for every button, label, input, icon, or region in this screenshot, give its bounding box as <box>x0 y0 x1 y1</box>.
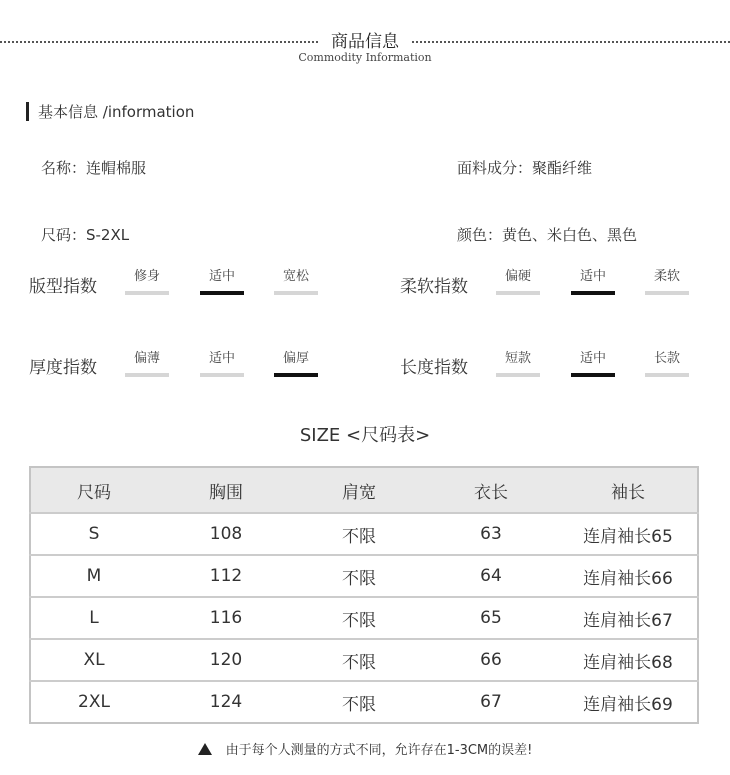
size-table-header-row <box>30 467 698 513</box>
section-title: 商品信息 <box>331 32 399 52</box>
section-subtitle: Commodity Information <box>298 51 432 64</box>
column-header-length: 衣长 <box>423 467 559 513</box>
cell-size: S <box>30 513 157 555</box>
product-name: 名称：连帽棉服 <box>41 159 147 177</box>
softness-index-label: 柔软指数 <box>400 277 468 297</box>
cell-sleeve: 连肩袖长68 <box>559 639 698 681</box>
measurement-note <box>0 739 730 758</box>
fit-index-label: 版型指数 <box>29 277 97 297</box>
table-row <box>30 555 698 597</box>
cell-length: 63 <box>423 513 559 555</box>
cell-chest: 112 <box>157 555 295 597</box>
color-options: 颜色：黄色、米白色、黑色 <box>457 226 638 244</box>
cell-length: 64 <box>423 555 559 597</box>
cell-length: 66 <box>423 639 559 681</box>
thickness-option-medium: 适中 <box>200 350 244 368</box>
cell-shoulder: 不限 <box>295 681 423 723</box>
cell-chest: 124 <box>157 681 295 723</box>
cell-sleeve: 连肩袖长66 <box>559 555 698 597</box>
column-header-chest: 胸围 <box>157 467 295 513</box>
cell-size: 2XL <box>30 681 157 723</box>
length-option-short: 短款 <box>496 350 540 368</box>
cell-sleeve: 连肩袖长65 <box>559 513 698 555</box>
thickness-option-thick: 偏厚 <box>274 350 318 368</box>
cell-length: 65 <box>423 597 559 639</box>
cell-length: 67 <box>423 681 559 723</box>
cell-chest: 108 <box>157 513 295 555</box>
cell-chest: 120 <box>157 639 295 681</box>
cell-shoulder: 不限 <box>295 597 423 639</box>
softness-option-soft: 柔软 <box>645 268 689 286</box>
basic-info-heading: 基本信息 /information <box>38 103 195 121</box>
size-table-title: SIZE <尺码表> <box>299 425 431 446</box>
fit-option-loose: 宽松 <box>274 268 318 286</box>
length-option-long: 长款 <box>645 350 689 368</box>
cell-size: L <box>30 597 157 639</box>
cell-shoulder: 不限 <box>295 639 423 681</box>
cell-size: M <box>30 555 157 597</box>
table-row <box>30 597 698 639</box>
thickness-option-thin: 偏薄 <box>125 350 169 368</box>
table-row <box>30 639 698 681</box>
cell-chest: 116 <box>157 597 295 639</box>
fabric-composition: 面料成分：聚酯纤维 <box>457 159 593 177</box>
heading-accent-bar <box>26 102 29 121</box>
note-text: 由于每个人测量的方式不同，允许存在1-3CM的误差! <box>225 743 533 758</box>
column-header-sleeve: 袖长 <box>559 467 698 513</box>
warning-icon <box>198 743 212 755</box>
column-header-size: 尺码 <box>30 467 157 513</box>
thickness-index-label: 厚度指数 <box>29 358 97 378</box>
fit-option-regular: 适中 <box>200 268 244 286</box>
length-index-label: 长度指数 <box>400 358 468 378</box>
softness-option-hard: 偏硬 <box>496 268 540 286</box>
fit-option-slim: 修身 <box>125 268 169 286</box>
table-row <box>30 513 698 555</box>
cell-shoulder: 不限 <box>295 513 423 555</box>
size-table <box>29 466 699 724</box>
cell-size: XL <box>30 639 157 681</box>
column-header-shoulder: 肩宽 <box>295 467 423 513</box>
length-option-medium: 适中 <box>571 350 615 368</box>
cell-sleeve: 连肩袖长67 <box>559 597 698 639</box>
size-range: 尺码：S-2XL <box>41 226 130 244</box>
cell-sleeve: 连肩袖长69 <box>559 681 698 723</box>
table-row <box>30 681 698 723</box>
cell-shoulder: 不限 <box>295 555 423 597</box>
softness-option-medium: 适中 <box>571 268 615 286</box>
